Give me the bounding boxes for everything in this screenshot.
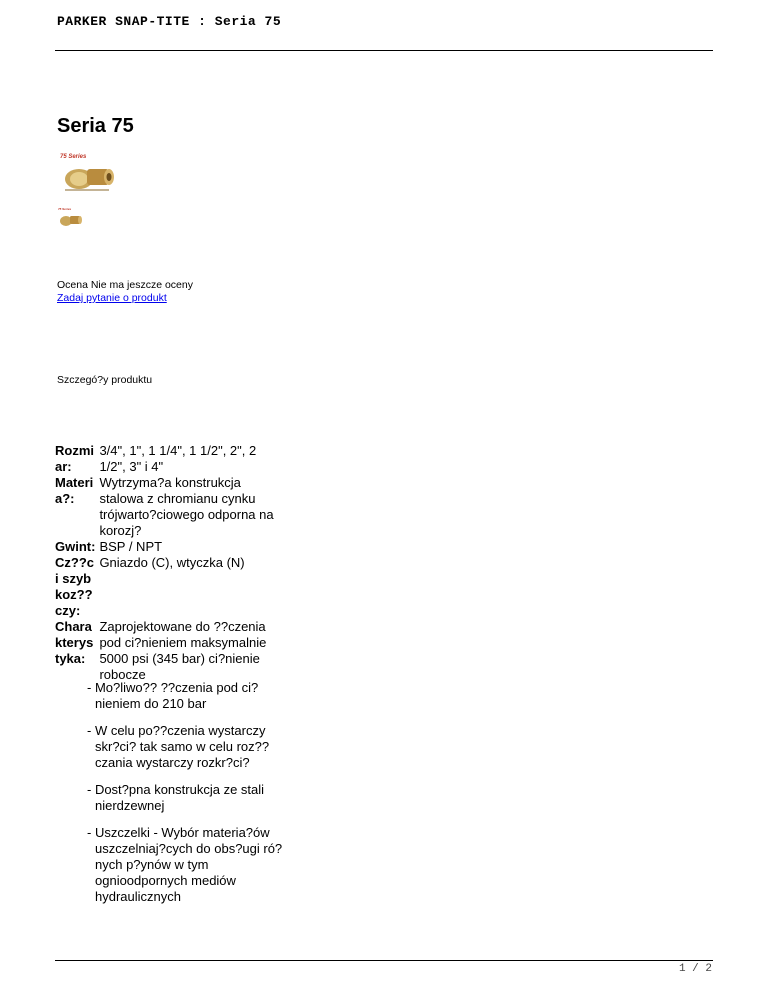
spec-key: Materia?: xyxy=(55,475,94,506)
spec-row-parts xyxy=(55,555,281,619)
product-image-large-label: 75 Series xyxy=(60,154,87,160)
feature-list xyxy=(87,680,287,916)
spec-row-material xyxy=(55,475,281,539)
spec-value: 3/4", 1", 1 1/4", 1 1/2", 2", 2 1/2", 3" i 4" xyxy=(99,443,257,474)
spec-value: Zaprojektowane do ??czenia pod ci?nieniem maksymalnie 5000 psi (345 bar) ci?nienie robocze xyxy=(99,619,267,682)
feature-item: - Uszczelki - Wybór materia?ów uszczelniaj?cych do obs?ugi ró?nych p?ynów w tym ognioodpornych mediów hydraulicznych xyxy=(87,825,283,904)
feature-item: - Mo?liwo?? ??czenia pod ci?nieniem do 210 bar xyxy=(87,680,259,711)
header-divider xyxy=(55,50,713,51)
product-rating: Ocena Nie ma jeszcze oceny xyxy=(57,279,193,291)
footer-divider xyxy=(55,960,713,961)
product-specs-table xyxy=(55,443,281,683)
spec-key: Charakterystyka: xyxy=(55,619,94,666)
spec-value: Wytrzyma?a konstrukcja stalowa z chromianu cynku trójwarto?ciowego odporna na korozj? xyxy=(99,475,274,538)
page-header-title: PARKER SNAP-TITE : Seria 75 xyxy=(57,14,282,29)
spec-key: Cz??ci szybkoz??czy: xyxy=(55,555,94,618)
ask-question-link[interactable]: Zadaj pytanie o produkt xyxy=(57,292,167,304)
product-image-large[interactable] xyxy=(57,151,117,197)
product-details-heading: Szczegó?y produktu xyxy=(57,374,153,386)
product-image-thumbnail-label: 75 Series xyxy=(58,207,72,211)
spec-key: Gwint: xyxy=(55,539,96,554)
feature-item: - W celu po??czenia wystarczy skr?ci? tak samo w celu roz??czania wystarczy rozkr?ci? xyxy=(87,723,270,770)
product-title: Seria 75 xyxy=(57,115,134,137)
spec-key: Rozmiar: xyxy=(55,443,94,474)
product-image-thumbnail[interactable] xyxy=(57,206,83,230)
spec-row-thread xyxy=(55,539,281,555)
feature-item: - Dost?pna konstrukcja ze stali nierdzewnej xyxy=(87,782,265,813)
spec-row-characteristics xyxy=(55,619,281,683)
page-number: 1 / 2 xyxy=(678,963,712,975)
spec-value: BSP / NPT xyxy=(99,539,163,554)
spec-value: Gniazdo (C), wtyczka (N) xyxy=(99,555,245,570)
spec-row-size xyxy=(55,443,281,475)
